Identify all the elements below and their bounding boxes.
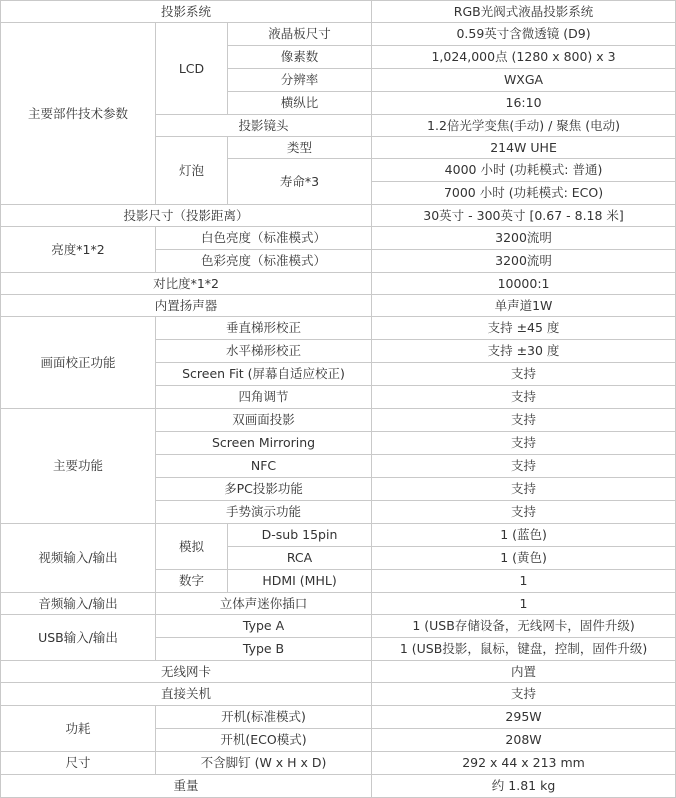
white-brightness-label: 白色亮度（标准模式） — [156, 227, 372, 250]
lens-value: 1.2倍光学变焦(手动) / 聚焦 (电动) — [372, 115, 676, 137]
projection-system-label: 投影系统 — [1, 1, 372, 23]
gesture-label: 手势演示功能 — [156, 501, 372, 524]
type-b-value: 1 (USB投影，鼠标，键盘，控制，固件升级) — [372, 638, 676, 661]
rca-label: RCA — [228, 547, 372, 570]
row-vertical-keystone — [1, 317, 676, 340]
projection-system-value: RGB光阀式液晶投影系统 — [372, 1, 676, 23]
rca-value: 1 (黄色) — [372, 547, 676, 570]
dimensions-note: 不含脚钉 (W x H x D) — [156, 752, 372, 775]
row-audio-io — [1, 593, 676, 615]
power-eco-value: 208W — [372, 729, 676, 752]
power-standard-value: 295W — [372, 706, 676, 729]
main-parts-label: 主要部件技术参数 — [1, 23, 156, 205]
row-power-standard — [1, 706, 676, 729]
power-eco-label: 开机(ECO模式) — [156, 729, 372, 752]
dimensions-label: 尺寸 — [1, 752, 156, 775]
functions-label: 主要功能 — [1, 409, 156, 524]
nfc-value: 支持 — [372, 455, 676, 478]
horizontal-keystone-value: 支持 ±30 度 — [372, 340, 676, 363]
multi-pc-value: 支持 — [372, 478, 676, 501]
row-dual-projection — [1, 409, 676, 432]
lamp-type-value: 214W UHE — [372, 137, 676, 159]
audio-io-label: 音频输入/输出 — [1, 593, 156, 615]
row-projection-system — [1, 1, 676, 23]
wireless-value: 内置 — [372, 661, 676, 683]
color-brightness-label: 色彩亮度（标准模式） — [156, 250, 372, 273]
panel-size-label: 液晶板尺寸 — [228, 23, 372, 46]
row-speaker — [1, 295, 676, 317]
horizontal-keystone-label: 水平梯形校正 — [156, 340, 372, 363]
screen-mirroring-label: Screen Mirroring — [156, 432, 372, 455]
audio-io-value: 1 — [372, 593, 676, 615]
correction-label: 画面校正功能 — [1, 317, 156, 409]
row-contrast — [1, 273, 676, 295]
lamp-type-label: 类型 — [228, 137, 372, 159]
hdmi-label: HDMI (MHL) — [228, 570, 372, 593]
corner-adjust-label: 四角调节 — [156, 386, 372, 409]
power-label: 功耗 — [1, 706, 156, 752]
speaker-value: 单声道1W — [372, 295, 676, 317]
type-b-label: Type B — [156, 638, 372, 661]
dual-projection-label: 双画面投影 — [156, 409, 372, 432]
resolution-label: 分辨率 — [228, 69, 372, 92]
vertical-keystone-label: 垂直梯形校正 — [156, 317, 372, 340]
screen-size-value: 30英寸 - 300英寸 [0.67 - 8.18 米] — [372, 205, 676, 227]
contrast-label: 对比度*1*2 — [1, 273, 372, 295]
dual-projection-value: 支持 — [372, 409, 676, 432]
row-usb-type-a — [1, 615, 676, 638]
direct-off-value: 支持 — [372, 683, 676, 706]
lamp-life-eco-value: 7000 小时 (功耗模式: ECO) — [372, 182, 676, 205]
row-dsub — [1, 524, 676, 547]
row-weight — [1, 775, 676, 798]
dimensions-value: 292 x 44 x 213 mm — [372, 752, 676, 775]
vertical-keystone-value: 支持 ±45 度 — [372, 317, 676, 340]
dsub-label: D-sub 15pin — [228, 524, 372, 547]
pixels-value: 1,024,000点 (1280 x 800) x 3 — [372, 46, 676, 69]
lcd-label: LCD — [156, 23, 228, 115]
row-direct-off — [1, 683, 676, 706]
row-dimensions — [1, 752, 676, 775]
lamp-label: 灯泡 — [156, 137, 228, 205]
dsub-value: 1 (蓝色) — [372, 524, 676, 547]
row-screen-size — [1, 205, 676, 227]
screen-fit-label: Screen Fit (屏幕自适应校正) — [156, 363, 372, 386]
color-brightness-value: 3200流明 — [372, 250, 676, 273]
row-brightness-white — [1, 227, 676, 250]
gesture-value: 支持 — [372, 501, 676, 524]
lens-label: 投影镜头 — [156, 115, 372, 137]
pixels-label: 像素数 — [228, 46, 372, 69]
power-standard-label: 开机(标准模式) — [156, 706, 372, 729]
type-a-value: 1 (USB存储设备，无线网卡，固件升级) — [372, 615, 676, 638]
analog-label: 模拟 — [156, 524, 228, 570]
audio-jack-label: 立体声迷你插口 — [156, 593, 372, 615]
resolution-value: WXGA — [372, 69, 676, 92]
contrast-value: 10000:1 — [372, 273, 676, 295]
lamp-life-label: 寿命*3 — [228, 159, 372, 205]
wireless-label: 无线网卡 — [1, 661, 372, 683]
weight-label: 重量 — [1, 775, 372, 798]
screen-mirroring-value: 支持 — [372, 432, 676, 455]
digital-label: 数字 — [156, 570, 228, 593]
nfc-label: NFC — [156, 455, 372, 478]
multi-pc-label: 多PC投影功能 — [156, 478, 372, 501]
speaker-label: 内置扬声器 — [1, 295, 372, 317]
direct-off-label: 直接关机 — [1, 683, 372, 706]
aspect-label: 横纵比 — [228, 92, 372, 115]
screen-size-label: 投影尺寸（投影距离） — [1, 205, 372, 227]
hdmi-value: 1 — [372, 570, 676, 593]
type-a-label: Type A — [156, 615, 372, 638]
screen-fit-value: 支持 — [372, 363, 676, 386]
panel-size-value: 0.59英寸含微透镜 (D9) — [372, 23, 676, 46]
usb-io-label: USB输入/输出 — [1, 615, 156, 661]
white-brightness-value: 3200流明 — [372, 227, 676, 250]
weight-value: 约 1.81 kg — [372, 775, 676, 798]
row-wireless — [1, 661, 676, 683]
video-io-label: 视频输入/输出 — [1, 524, 156, 593]
corner-adjust-value: 支持 — [372, 386, 676, 409]
brightness-label: 亮度*1*2 — [1, 227, 156, 273]
row-lcd-panel-size — [1, 23, 676, 46]
lamp-life-normal-value: 4000 小时 (功耗模式: 普通) — [372, 159, 676, 182]
aspect-value: 16:10 — [372, 92, 676, 115]
